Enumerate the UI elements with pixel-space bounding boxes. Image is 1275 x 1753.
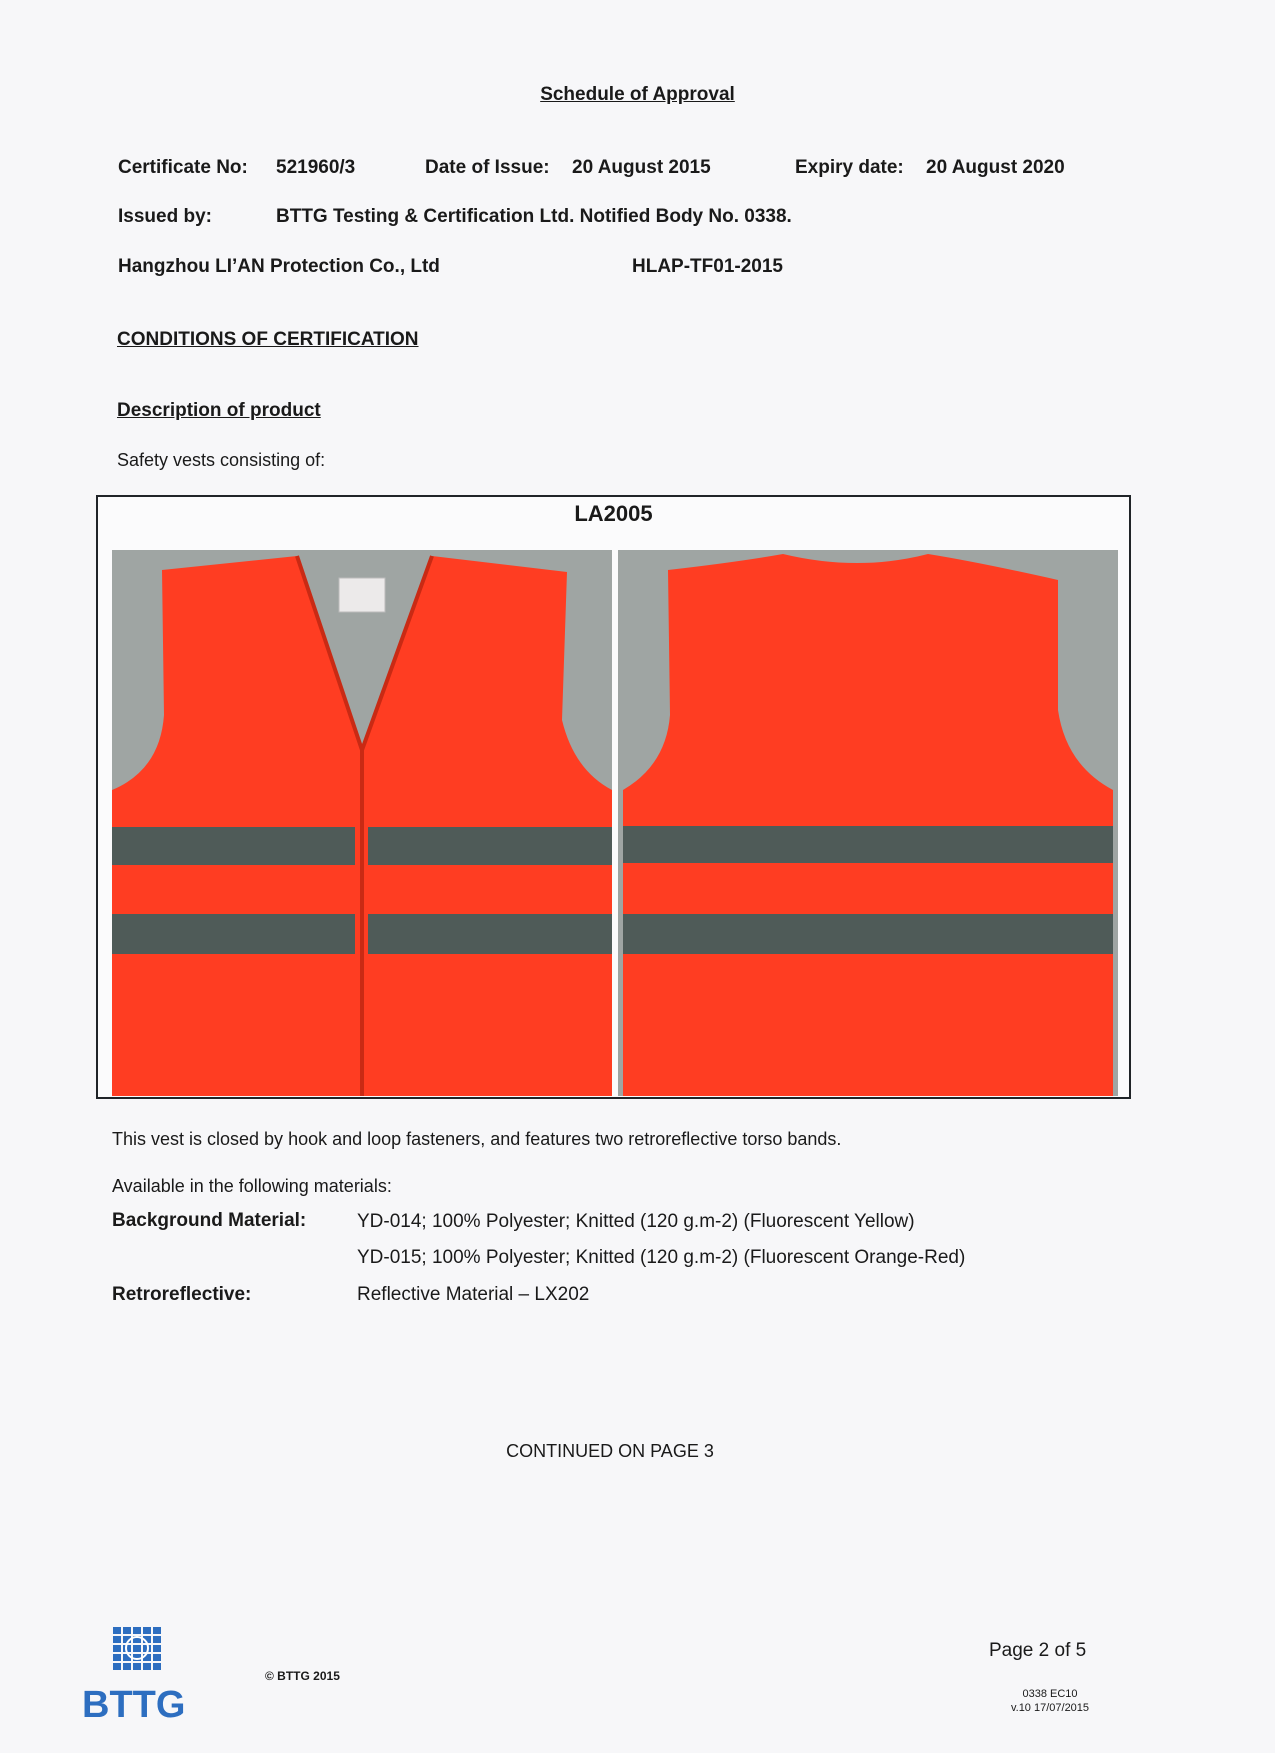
model-code: LA2005 [574, 501, 653, 526]
background-material-label: Background Material: [112, 1210, 307, 1231]
expiry-date-label: Expiry date: [795, 157, 904, 178]
vest-back-photo [618, 550, 1118, 1096]
product-image-frame [96, 495, 1131, 1099]
certificate-number-label: Certificate No: [118, 157, 248, 178]
form-code: 0338 EC10 [1022, 1688, 1078, 1700]
form-version: v.10 17/07/2015 [1010, 1702, 1090, 1714]
issued-by-label: Issued by: [118, 206, 212, 227]
logo-wordmark: BTTG [82, 1684, 186, 1725]
intro-text: Safety vests consisting of: [117, 450, 326, 470]
issue-date-label: Date of Issue: [425, 157, 550, 178]
copyright: © BTTG 2015 [265, 1669, 340, 1683]
bttg-logo [80, 1625, 198, 1725]
company-name: Hangzhou LI’AN Protection Co., Ltd [118, 256, 440, 277]
issue-date: 20 August 2015 [572, 157, 711, 178]
page-title: Schedule of Approval [540, 84, 735, 105]
background-material-yellow: YD-014; 100% Polyester; Knitted (120 g.m-2) (Fluorescent Yellow) [357, 1211, 915, 1232]
background-material-orange-red: YD-015; 100% Polyester; Knitted (120 g.m-2) (Fluorescent Orange-Red) [357, 1247, 966, 1268]
conditions-heading: CONDITIONS OF CERTIFICATION [117, 329, 419, 350]
vest-front-photo [112, 550, 612, 1096]
certificate-number: 521960/3 [276, 157, 356, 178]
expiry-date: 20 August 2020 [926, 157, 1065, 178]
technical-file-reference: HLAP-TF01-2015 [632, 256, 783, 277]
retroreflective-material: Reflective Material – LX202 [357, 1284, 590, 1305]
materials-intro: Available in the following materials: [112, 1176, 392, 1196]
retroreflective-label: Retroreflective: [112, 1284, 252, 1305]
issued-by: BTTG Testing & Certification Ltd. Notified Body No. 0338. [276, 206, 792, 227]
description-heading: Description of product [117, 400, 321, 421]
closure-description: This vest is closed by hook and loop fasteners, and features two retroreflective torso bands. [112, 1129, 842, 1149]
page-number: Page 2 of 5 [989, 1640, 1087, 1661]
continued-note: CONTINUED ON PAGE 3 [506, 1441, 714, 1461]
